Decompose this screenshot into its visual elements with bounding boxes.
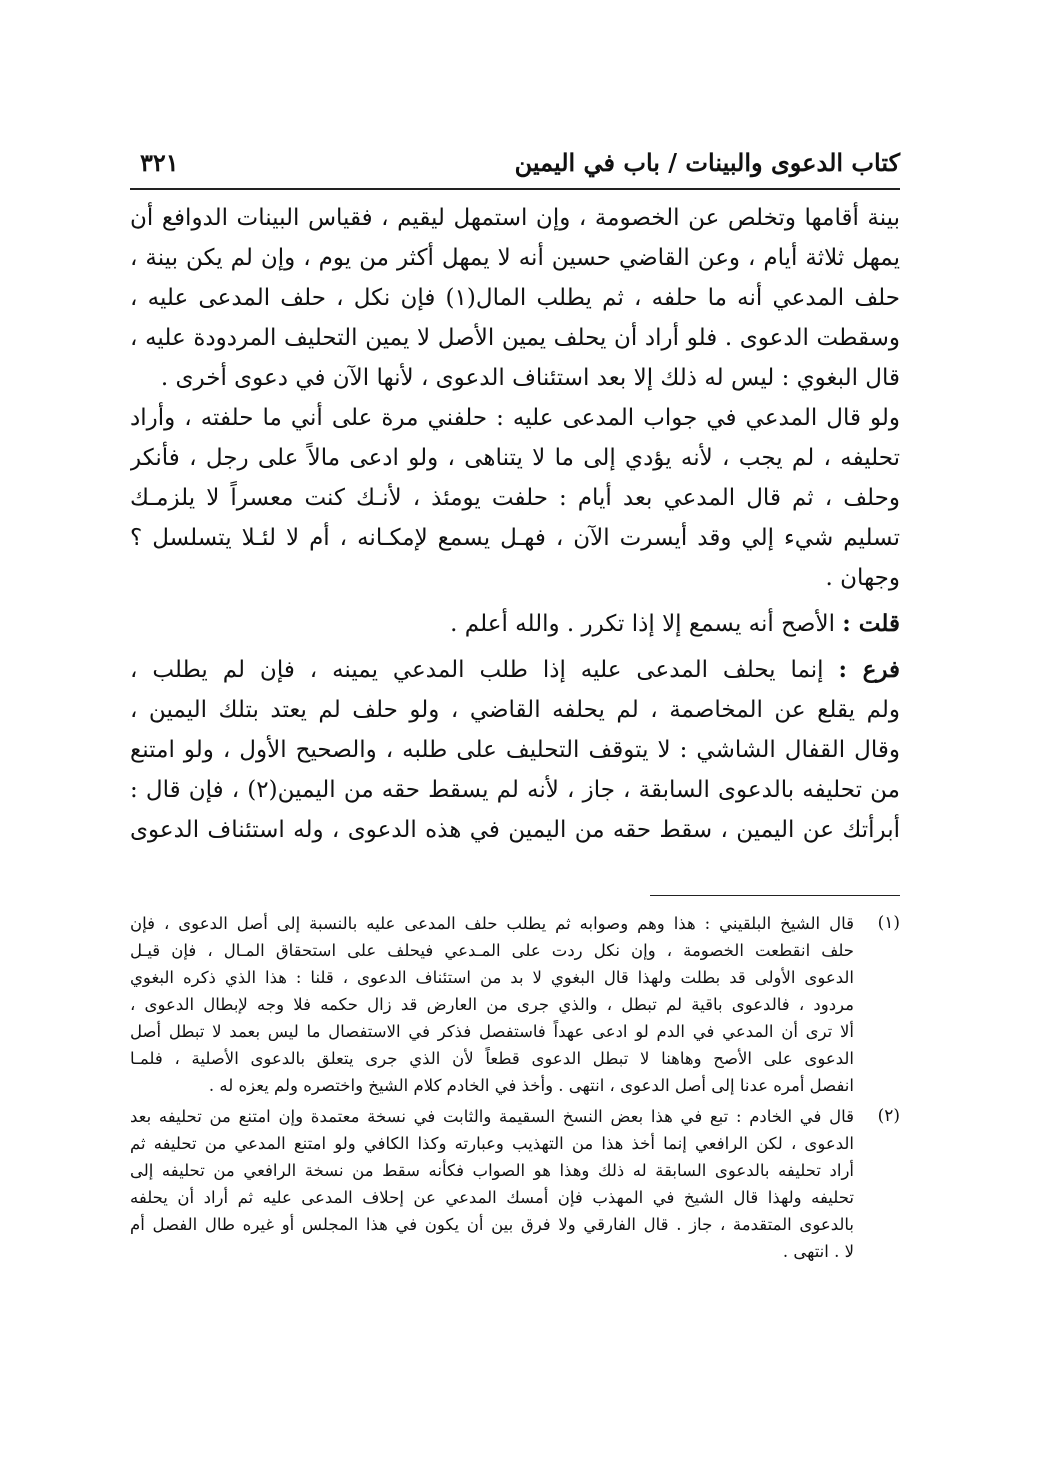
footnote-rule bbox=[650, 895, 900, 896]
qult-paragraph bbox=[130, 604, 900, 644]
far-label: فرع : bbox=[838, 656, 900, 683]
text-line: بينة أقامها وتخلص عن الخصومة ، وإن استمهل ليقيم ، فقياس البينات الدوافع أن bbox=[130, 205, 900, 231]
page-number: ٣٢١ bbox=[140, 148, 179, 177]
text-line: وجهان . bbox=[825, 565, 900, 591]
text-line: من تحليفه بالدعوى السابقة ، جاز ، لأنه لم يسقط حقه من اليمين(٢) ، فإن قال : bbox=[130, 777, 900, 803]
text-line: أبرأتك عن اليمين ، سقط حقه من اليمين في هذه الدعوى ، وله استئناف الدعوى bbox=[130, 817, 900, 843]
footnote-line: مردود ، فالدعوى باقية لم تبطل ، والذي جرى من العارض قد زال حكمه فلا وجه لإبطال الدعوى ، bbox=[130, 995, 854, 1014]
footnote-line: الدعوى الأولى قد بطلت ولهذا قال البغوي لا بد من استئناف الدعوى ، قلنا : هذا الذي ذكره البغوي bbox=[130, 968, 854, 987]
text-line: وسقطت الدعوى . فلو أراد أن يحلف يمين الأصل لا يمين التحليف المردودة عليه ، bbox=[130, 325, 900, 351]
text-line: حلف المدعي أنه ما حلفه ، ثم يطلب المال(١) فإن نكل ، حلف المدعى عليه ، bbox=[130, 285, 900, 311]
footnote-line: ألا ترى أن المدعي في الدم لو ادعى عهداً فاستفصل فذكر في الاستفصال ما ليس بعمد لا تبطل أصل bbox=[130, 1022, 854, 1041]
text-line: ولو قال المدعي في جواب المدعى عليه : حلفني مرة على أني ما حلفته ، وأراد bbox=[130, 405, 900, 431]
footnote-1 bbox=[130, 910, 900, 1099]
footnotes bbox=[130, 910, 900, 1269]
footnote-line: الدعوى ، لكن الرافعي إنما أخذ هذا من التهذيب وعبارته وكذا الكافي ولو امتنع المدعي من تحليفه ثم bbox=[130, 1134, 854, 1153]
footnote-number: (٢) bbox=[877, 1106, 900, 1126]
footnote-line: قال في الخادم : تبع في هذا بعض النسخ السقيمة والثابت في نسخة معتمدة وإن امتنع من تحليفه بعد bbox=[130, 1107, 854, 1126]
footnote-line: أراد تحليفه بالدعوى السابقة له ذلك وهذا هو الصواب فكأنه سقط من نسخة الرافعي من تحليفه إلى bbox=[130, 1161, 854, 1180]
footnote-line: الدعوى على الأصح وهاهنا لا تبطل الدعوى قطعاً لأن الذي جرى يتعلق بالدعوى الأصلية ، فلمـا bbox=[130, 1049, 854, 1068]
footnote-line: بالدعوى المتقدمة ، جاز . قال الفارقي ولا فرق بين أن يكون في هذا المجلس أو غيره طال الفصل أم bbox=[130, 1215, 854, 1234]
text-line: تسليم شيء إلي وقد أيسرت الآن ، فهـل يسمع لإمكـانه ، أم لا لئـلا يتسلسل ؟ bbox=[130, 525, 900, 551]
main-text bbox=[130, 198, 900, 850]
page-header bbox=[130, 148, 900, 188]
text-line: ولم يقلع عن المخاصمة ، لم يحلفه القاضي ، ولو حلف لم يعتد بتلك اليمين ، bbox=[130, 697, 900, 723]
text-line: وقال القفال الشاشي : لا يتوقف التحليف على طلبه ، والصحيح الأول ، ولو امتنع bbox=[130, 737, 900, 763]
header-rule bbox=[130, 188, 900, 190]
footnote-2 bbox=[130, 1103, 900, 1265]
footnote-line: لا . انتهى . bbox=[782, 1242, 854, 1261]
text-line: قال البغوي : ليس له ذلك إلا بعد استئناف الدعوى ، لأنها الآن في دعوى أخرى . bbox=[160, 365, 900, 391]
far-paragraph bbox=[130, 650, 900, 690]
far-text: إنما يحلف المدعى عليه إذا طلب المدعي يمينه ، فإن لم يطلب ، bbox=[130, 657, 824, 683]
footnote-number: (١) bbox=[877, 913, 900, 933]
footnote-line: انفصل أمره عدنا إلى أصل الدعوى ، انتهى . وأخذ في الخادم كلام الشيخ واختصره ولم يعزه له . bbox=[208, 1076, 854, 1095]
text-line: تحليفه ، لم يجب ، لأنه يؤدي إلى ما لا يتناهى ، ولو ادعى مالاً على رجل ، فأنكر bbox=[130, 445, 900, 471]
running-title: كتاب الدعوى والبينات / باب في اليمين bbox=[514, 148, 900, 177]
text-line: يمهل ثلاثة أيام ، وعن القاضي حسين أنه لا يمهل أكثر من يوم ، وإن لم يكن بينة ، bbox=[130, 245, 900, 271]
book-page bbox=[130, 140, 900, 1340]
footnote-line: قال الشيخ البلقيني : هذا وهم وصوابه ثم يطلب حلف المدعى عليه بالنسبة إلى أصل الدعوى ، فإن bbox=[130, 914, 854, 933]
qult-label: قلت : bbox=[842, 610, 900, 637]
text-line: وحلف ، ثم قال المدعي بعد أيام : حلفت يومئذ ، لأنـك كنت معسراً لا يلزمـك bbox=[130, 485, 900, 511]
qult-text: الأصح أنه يسمع إلا إذا تكرر . والله أعلم . bbox=[450, 611, 835, 637]
footnote-line: حلف انقطعت الخصومة ، وإن نكل ردت على المـدعي فيحلف على استحقاق المـال ، فإن قيـل bbox=[130, 941, 854, 960]
footnote-line: تحليفه ولهذا قال الشيخ في المهذب فإن أمسك المدعي عن إحلاف المدعى عليه ثم أراد أن يحلفه bbox=[130, 1188, 854, 1207]
